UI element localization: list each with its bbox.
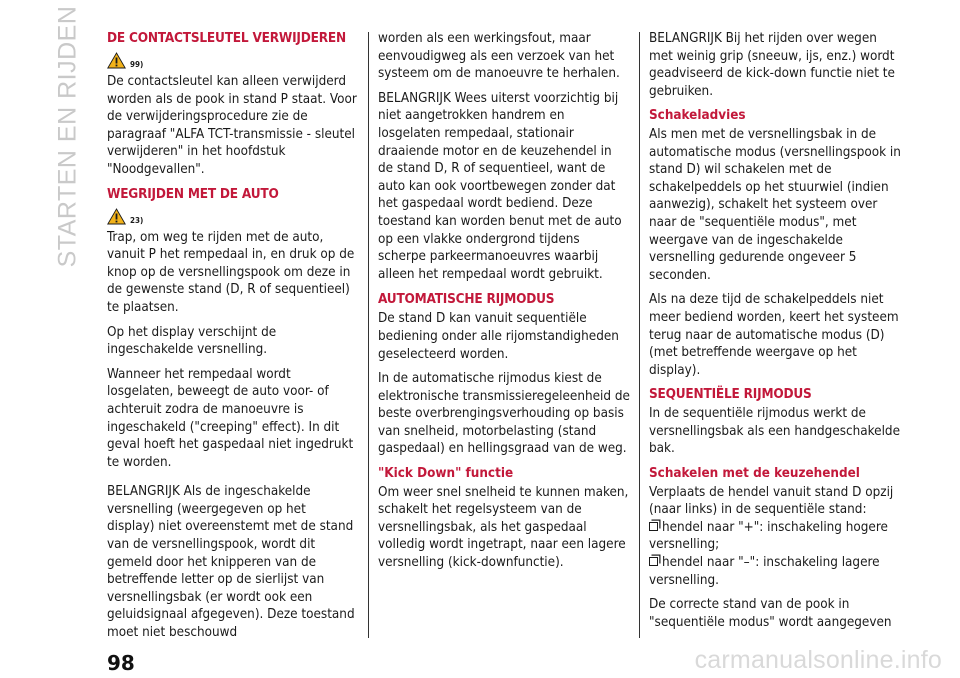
heading-shift-advice: Schakeladvies bbox=[649, 108, 746, 124]
heading-automatic-mode: AUTOMATISCHE RIJMODUS bbox=[378, 291, 555, 308]
column-divider bbox=[639, 32, 640, 638]
column-1 bbox=[107, 30, 357, 649]
heading-kick-down: "Kick Down" functie bbox=[378, 466, 514, 482]
warning-ref-number: 99) bbox=[130, 60, 144, 69]
heading-remove-key: DE CONTACTSLEUTEL VERWIJDEREN bbox=[107, 30, 346, 46]
paragraph-important: BELANGRIJK Als de ingeschakelde versnelling (weergegeven op het display) niet overeenstemt met de stand van de versnellingspook, wordt dit gemeld door het knipperen van de betreffende letter op de sierlijst van versnellingsbak (er wordt ook een geluidsignaal afgegeven). Deze toestand moet niet beschouwd bbox=[107, 484, 355, 641]
column-divider bbox=[368, 32, 369, 638]
heading-sequential-mode: SEQUENTIËLE RIJMODUS bbox=[649, 386, 812, 403]
watermark: carmanualsonline.info bbox=[694, 646, 942, 674]
column-3 bbox=[649, 30, 901, 638]
list-item bbox=[649, 554, 901, 589]
list-item-text: hendel naar "+": inschakeling hogere versnelling; bbox=[649, 519, 888, 553]
paragraph: Als na deze tijd de schakelpeddels niet meer bediend worden, keert het systeem terug naar de automatische modus (D) (met betreffende weergave op het display). bbox=[649, 292, 899, 378]
paragraph: In de automatische rijmodus kiest de elektronische transmissieregeleenheid de beste overbrengingsverhouding op basis van snelheid, motorbelasting (stand gaspedaal) en hellingsgraad van de weg. bbox=[378, 371, 630, 457]
paragraph: De contactsleutel kan alleen verwijderd worden als de pook in stand P staat. Voor de verwijderingsprocedure zie de paragraaf "ALFA TCT-transmissie - sleutel verwijderen" in het hoofdstuk "Noodgevallen". bbox=[107, 74, 357, 177]
paragraph: Als men met de versnellingsbak in de automatische modus (versnellingspook in stand D) wil schakelen met de schakelpeddels op het stuurwiel (indien aanwezig), schakelt het systeem over naar de "sequentiële modus", met weergave van de ingeschakelde versnelling gedurende ongeveer 5 seconden. bbox=[649, 126, 901, 283]
checkbox-bullet-icon bbox=[649, 557, 658, 566]
paragraph: In de sequentiële rijmodus werkt de versnellingsbak als een handgeschakelde bak. bbox=[649, 406, 900, 457]
paragraph: Op het display verschijnt de ingeschakelde versnelling. bbox=[107, 324, 277, 358]
paragraph: De correcte stand van de pook in "sequentiële modus" wordt aangegeven bbox=[649, 597, 892, 630]
warning-ref bbox=[107, 49, 357, 69]
warning-ref-number: 23) bbox=[130, 215, 144, 225]
warning-ref bbox=[107, 205, 357, 225]
list-item-text: hendel naar "–": inschakeling lagere versnelling. bbox=[649, 555, 880, 588]
checkbox-bullet-icon bbox=[649, 522, 658, 531]
paragraph-important: BELANGRIJK Bij het rijden over wegen met weinig grip (sneeuw, ijs, enz.) wordt geadviseerd de kick-down functie niet te gebruiken. bbox=[649, 31, 895, 99]
paragraph: worden als een werkingsfout, maar eenvoudigweg als een verzoek van het systeem om de manoeuvre te herhalen. bbox=[378, 31, 620, 82]
heading-shift-lever: Schakelen met de keuzehendel bbox=[649, 466, 860, 482]
heading-drive-off: WEGRIJDEN MET DE AUTO bbox=[107, 185, 279, 202]
paragraph: De stand D kan vanuit sequentiële bediening onder alle rijomstandigheden geselecteerd worden. bbox=[378, 311, 619, 362]
paragraph-important: BELANGRIJK Wees uiterst voorzichtig bij niet aangetrokken handrem en losgelaten rempedaal, stationair draaiende motor en de keuzehendel in de stand D, R of sequentieel, want de auto kan ook voortbewegen zonder dat het gaspedaal wordt bediend. Deze toestand kan worden benut met de auto op een vlakke ondergrond tijdens scherpe parkeermanoeuvres waarbij alleen het rempedaal wordt gebruikt. bbox=[378, 90, 622, 282]
warning-triangle-icon bbox=[107, 52, 126, 69]
list-item bbox=[649, 519, 901, 554]
paragraph: Wanneer het rempedaal wordt losgelaten, beweegt de auto voor- of achteruit zodra de manoeuvre is ingeschakeld ("creeping" effect). In dit geval hoeft het gaspedaal niet ingedrukt te worden. bbox=[107, 366, 354, 470]
section-tab bbox=[52, 5, 84, 267]
paragraph: Trap, om weg te rijden met de auto, vanuit P het rempedaal in, en druk op de knop op de versnellingspook om deze in de gewenste stand (D, R of sequentieel) te plaatsen. bbox=[107, 229, 355, 315]
column-2 bbox=[378, 30, 630, 579]
page-number: 98 bbox=[107, 651, 135, 675]
paragraph: Om weer snel snelheid te kunnen maken, schakelt het regelsysteem van de versnellingsbak, als het gaspedaal volledig wordt ingetrapt, naar een lagere versnelling (kick-downfunctie). bbox=[378, 484, 629, 571]
paragraph: Verplaats de hendel vanuit stand D opzij (naar links) in de sequentiële stand: bbox=[649, 484, 894, 518]
section-tab-label: STARTEN EN RIJDEN bbox=[53, 5, 82, 267]
warning-triangle-icon bbox=[107, 208, 126, 225]
